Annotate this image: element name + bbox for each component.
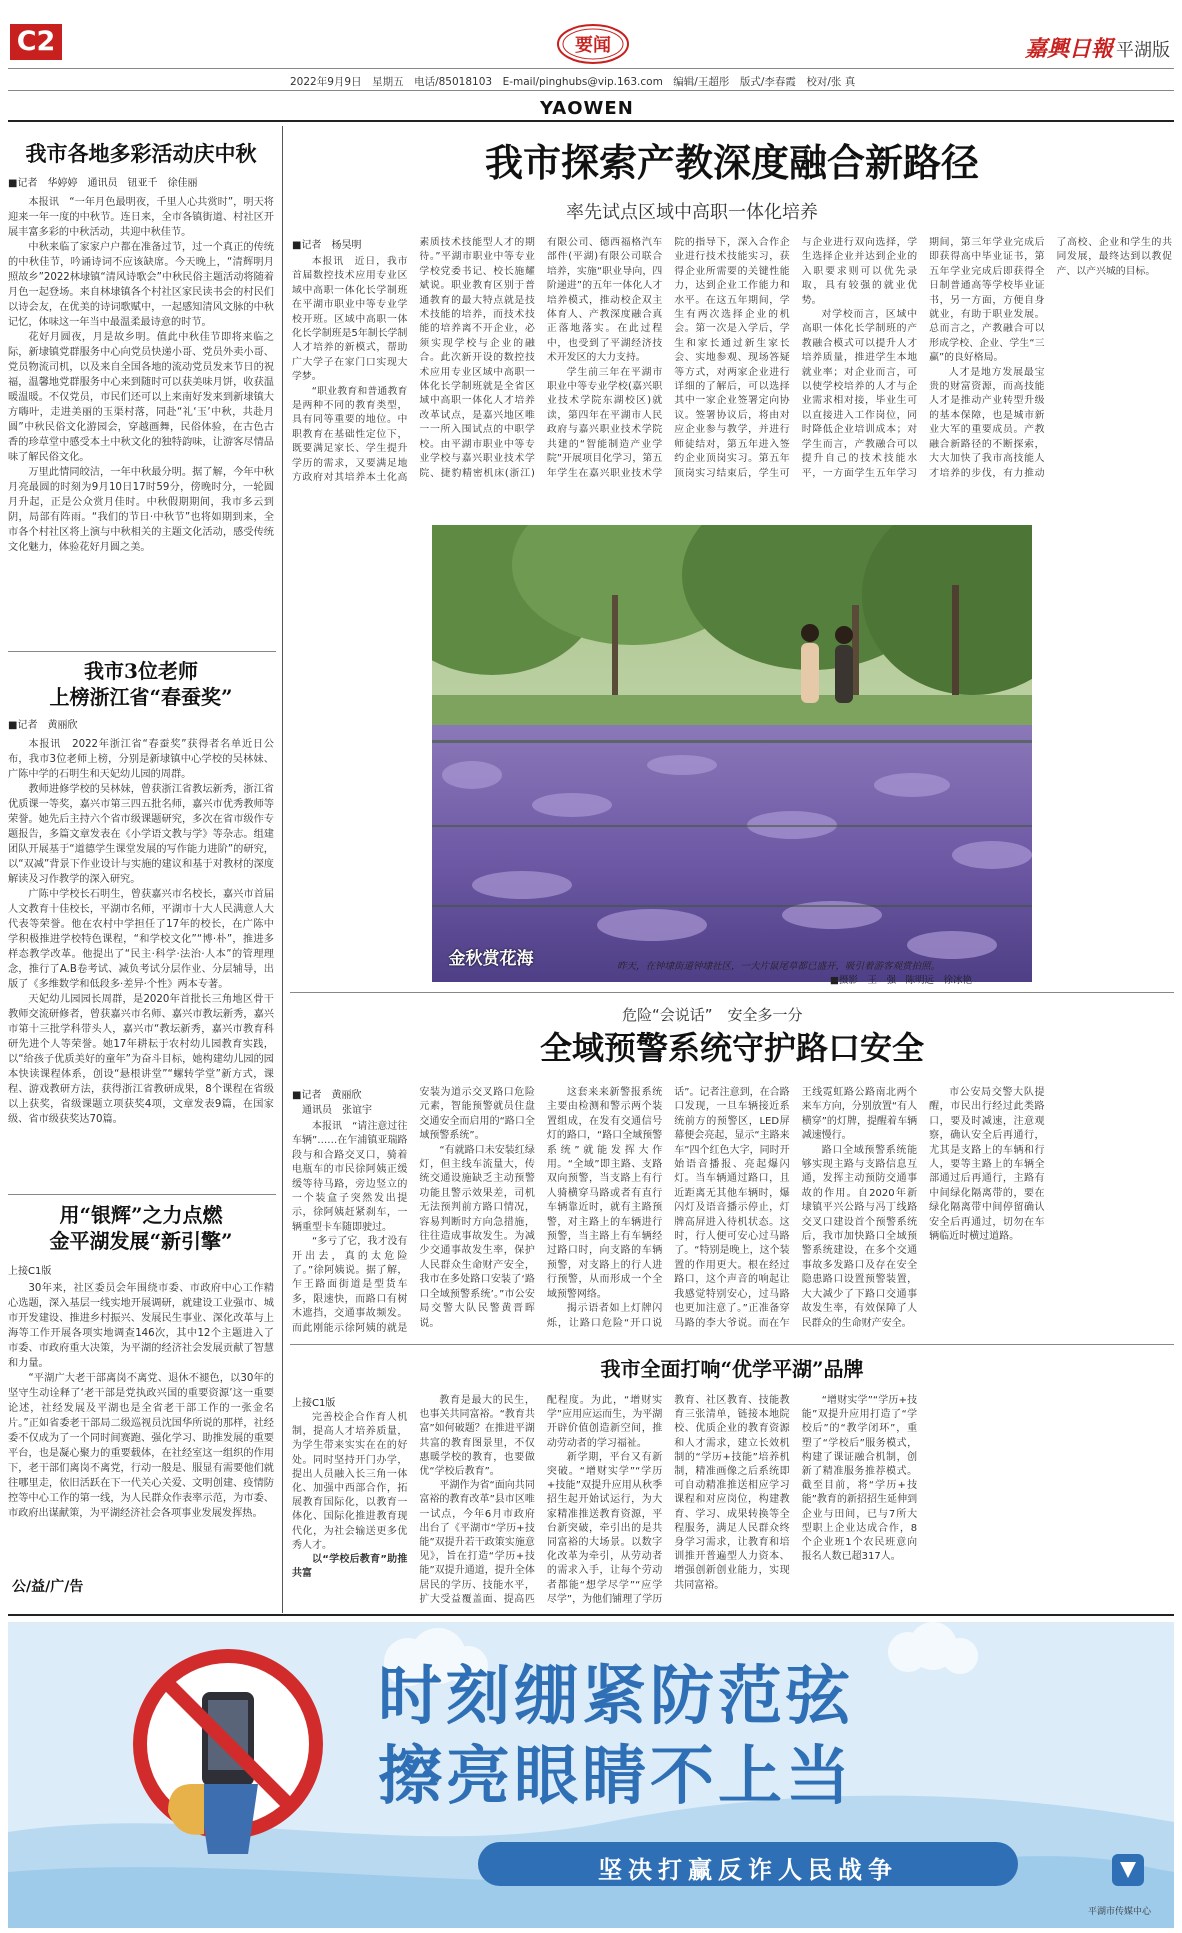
- education-paragraph: 教育是最大的民生，也事关共同富裕。“教育共富”如何破题？在推进平湖共富的教育图景里，不仅惠暖学校的教育，也要做优“学校后教育”。: [419, 1395, 535, 1478]
- silver-paragraph: 30年来，社区委员会年围绕市委、市政府中心工作精心选题，深入基层一线实地开展调研，就建设工业强市、城市开发建设、推进乡村振兴、发展民生事业、深化改革与上海等工作开展各项实地调查146次，其中12个主题进入了市委、市政府重大决策，为平湖的经济社会发展贡献了智慧和力量。: [8, 1283, 274, 1369]
- festival-title: 我市各地多彩活动庆中秋: [25, 141, 257, 166]
- media-center-logo-icon: [1108, 1852, 1148, 1888]
- flower-field-image-icon: [432, 525, 1032, 982]
- photo-caption-title: 金秋赏花海: [448, 949, 534, 969]
- page-number: C2: [10, 24, 62, 60]
- left-article-teachers: [8, 658, 274, 1188]
- education-paragraph: “增财实学”“学历+技能”双提升应用打造了“学校后”的“教学闭环”，重塑了“学校后”服务模式，构建了课证融合机制，创新了精准服务推荐模式。截至目前，将“学历+技能”教育的新招招生延伸到企业与田间，已与7所大型职上企业达成合作，8个企业班1个农民班意向报名人数已超317人。: [801, 1395, 918, 1563]
- main-article-title: 我市探索产教深度融合新路径: [484, 140, 979, 185]
- festival-byline: ■记者 华婷婷 通讯员 钮亚千 徐佳丽: [8, 178, 198, 189]
- left-article-silver: [8, 1202, 274, 1612]
- festival-body: [8, 195, 274, 555]
- festival-paragraph: 万里此情同皎洁，一年中秋最分明。据了解，今年中秋月亮最圆的时刻为9月10日17时59分，傍晚时分，一轮圆月升起，正是公众赏月佳时。中秋假期期间，我市多云到阴，局部有阵雨。“我们的节日·中秋节”也将如期到来，全市各个村社区将上演与中秋相关的主题文化活动，感受传统文化魅力，体验花好月圆之美。: [8, 467, 274, 553]
- traffic-byline: ■记者 黄丽欣 通讯员 张谊宇: [292, 1090, 372, 1116]
- education-subhead: 以“学校后教育”助推共富: [292, 1554, 408, 1580]
- main-paragraph: “职业教育和普通教育是两种不同的教育类型，具有同等重要的地位。中职教育在基础性定位下，既要满足家长、学生提升学历的需求，又要满足地方政府对其培养本土化高素质技术技能型人才的期待。”平湖市职业中等专业学校党委书记、校长施耀斌说。职业教育区别于普通教育的最大特点就是技术技能的培养，而技术技能的培养离不开企业，必须实现学校与企业的融合。此次新开设的数控技术应用专业区域中高职一体化长学制班就是全省区域中高职一体化人才培养改革试点，是嘉兴地区唯一一所入围试点的中职学校。由平湖市职业中等专业学校与嘉兴职业技术学院、捷豹精密机床(浙江)有限公司、德西福格汽车部件(平湖)有限公司联合培养，实施“职业导向，四阶递进”的五年一体化人才培养模式，推动校企双主体育人、产教深度融合真正落地落实。在此过程中，也受到了平湖经济技术开发区的大力支持。: [292, 237, 663, 484]
- paper-logo: [1025, 32, 1170, 63]
- traffic-paragraph: 揭示语者如上灯牌闪烁，让路口危险“开口说话”。记者注意到，在合路口发现，一旦车辆接近系统前方的预警区，LED屏幕便会亮起，显示“主路来车”四个红色大字，同时开始语音播报、亮起爆闪灯。当车辆通过路口，且近距离无其他车辆时，爆闪灯及语音播示停止，灯牌高屏进入待机状态。这时，行人便可安心过马路了。“特别是晚上，这个装置的作用更大。根在经过路口，这个声音的响起让我感觉特别安心，过马路也更加注意了。”正准备穿马路的李大爷说。而在乍王线霓虹路公路南北两个来车方向，分别放置“有人横穿”的灯牌，提醒着车辆减速慢行。: [546, 1087, 918, 1329]
- traffic-title: 全域预警系统守护路口安全: [539, 1029, 924, 1067]
- silver-body: [8, 1281, 274, 1521]
- main-paragraph: 本报讯 近日，我市首届数控技术应用专业区域中高职一体化长学制班在平湖市职业中等专业学校开班。区域中高职一体化长学制班是5年制长学制人才培养的新模式，帮助广大学子在家门口实现大学梦。: [292, 256, 408, 383]
- education-continued: 上接C1版: [292, 1398, 336, 1409]
- education-title: 我市全面打响“优学平湖”品牌: [600, 1357, 864, 1381]
- flower-field-photo: [432, 525, 1032, 982]
- teachers-paragraph: 本报讯 2022年浙江省“春蚕奖”获得者名单近日公布，我市3位老师上榜，分别是新埭镇中心学校的吴林妹、广陈中学的石明生和天妃幼儿园的周群。: [8, 739, 274, 780]
- silver-paragraph: “平湖广大老干部离岗不离党、退休不褪色，以30年的坚守生动诠释了‘老干部是党执政兴国的重要资源’这一重要论述，社经发展及平湖也是全省老干部工作的一张金名片。”正如省委老干部局二级巡视员沈国华所说的那样，社经委不仅成为了一个同时间赛跑、强化学习、助推发展的重要平台，也是凝心聚力的重要载体，在社经室这一组织的作用下，老干部们离岗不离党，行动一般是、服显有需要他们就往哪里走，依旧活跃在下一代关心关爱、文明创建、疫情防控等中心工作的第一线，为人民群众作表率示范，为市委、市政府出谋献策，为平湖经济社会各项事业发展发挥热。: [8, 1373, 274, 1519]
- teachers-paragraph: 天妃幼儿园园长周群，是2020年首批长三角地区骨干教师交流研修者，曾获嘉兴市名师、嘉兴市教坛新秀，嘉兴市第十三批学科带头人，嘉兴市“教坛新秀，嘉兴市教育科研先进个人等荣誉。她17年耕耘于农村幼儿园教育实践，以“给孩子优质美好的童年”为奋斗目标，她构建幼儿园的园本快读课程体系，创设“悬根讲堂”“螺转学堂”新方式，课程、游戏教研方法，获得浙江省教研成果，8个课程在省级以上获奖，省级课题立项获奖4项，文章发表9篇，在国家级、省市级获奖达70篇。: [8, 994, 274, 1125]
- paper-logo-text: 嘉興日報: [1024, 36, 1113, 62]
- traffic-paragraph: 市公安局交警大队提醒，市民出行经过此类路口，要及时减速，注意观察，确认安全后再通行，尤其是支路上的车辆和行人，要等主路上的车辆全部通过后再通行，主路有中间绿化隔离带的，要在绿化隔离带中间停留确认安全后再通过，切勿在车辆临近时横过道路。: [929, 1087, 1045, 1243]
- silver-continued: 上接C1版: [8, 1266, 52, 1277]
- section-pinyin: YAOWEN: [540, 98, 634, 119]
- section-badge-label: 要闻: [575, 35, 611, 56]
- psa-banner: [8, 1622, 1174, 1928]
- psa-headline-2: 擦亮眼睛不上当: [378, 1739, 854, 1814]
- psa-slogan: 坚决打赢反诈人民战争: [598, 1856, 898, 1884]
- traffic-paragraph: 这套来来新警报系统主要由检测和警示两个装置组成，在发有交通信号灯的路口，“路口全域预警系统”就能发挥大作用。“全域”即主路、支路双向预警，当支路上有行人骑横穿马路或者有直行车辆靠近时，就有主路预警，对主路上的车辆进行预警，当主路上有车辆经过路口时，向支路的车辆预警，对支路上的行人进行预警，从而形成一个全域预警网络。: [546, 1087, 663, 1300]
- main-paragraph: 学生前三年在平湖市职业中等专业学校(嘉兴职业技术学院东湖校区)就读，第四年在平湖市人民政府与嘉兴职业技术学院共建的“智能制造产业学院”开展项目化学习，第五年学生在嘉兴职业技术学院的指导下，深入合作企业进行技术技能实习，获得企业所需要的关键性能力，达到企业工作能力和水平。在这五年期间，学生有两次选择企业的机会。第一次是入学后，学生和家长通过新生家长会、实地参观、现场答疑等方式，对两家企业进行详细的了解后，可以选择其中一家企业签署定向协议。签署协议后，将由对应企业参与教学，并进行师徒结对，第五年进入签约企业顶岗实习。第五年顶岗实习结束后，学生可与企业进行双向选择，学生选择企业并达到企业的入职要求则可以优先录取，具有较强的就业优势。: [546, 237, 918, 479]
- psa-label: 公/益/广/告: [12, 1579, 84, 1595]
- education-paragraph: 平湖作为省“面向共同富裕的教育改革”县市区唯一试点，今年6月市政府出台了《平湖市“学历+技能”双提升若干政策实施意见》，旨在打造“学历+技能”双提升通道，提升全体居民的学历、技能水平，扩大受益覆盖面、提高匹配程度。为此，“增财实学”应用应运而生，为平湖开辟价值创造新空间，推动劳动者的学习福祉。: [419, 1395, 663, 1605]
- photo-credit: ■摄影 王 强 陈明远 徐冰艳: [830, 975, 972, 986]
- dateline: 2022年9月9日 星期五 电话/85018103 E-mail/pinghubs@vip.163.com 编辑/王超彤 版式/李春霞 校对/张 真: [290, 76, 856, 88]
- teachers-byline: ■记者 黄丽欣: [8, 720, 78, 731]
- teachers-title: 我市3位老师 上榜浙江省“春蚕奖”: [49, 659, 233, 709]
- teachers-body: [8, 737, 274, 1127]
- traffic-article-body: [292, 1086, 1172, 1338]
- traffic-paragraph: 路口全域预警系统能够实现主路与支路信息互通，发挥主动预防交通事故的作用。自2020年新埭镇平兴公路与冯丁线路交叉口建设首个预警系统后，我市加快路口全域预警系统建设，在多个交通事故多发路口及存在安全隐患路口设置预警装置，大大减少了下路口交通事故发生率，有效保障了人民群众的生命财产安全。: [801, 1144, 918, 1329]
- education-article-body: [292, 1394, 1172, 1608]
- festival-paragraph: 本报讯 “一年月色最明夜，千里人心共赏时”，明天将迎来一年一度的中秋节。连日来，全市各镇街道、村社区开展丰富多彩的中秋活动，共迎中秋佳节。: [8, 197, 274, 238]
- photo-caption: 昨天，在钟埭街道钟埭社区，一大片鼠尾草都已盛开，吸引着游客观赏拍照。: [617, 961, 941, 972]
- anti-fraud-sign-icon: [128, 1634, 328, 1874]
- education-paragraph: 新学期，平台又有新突破。“增财实学”“学历+技能”双提升应用从秋季招生起开始试运行，为大家精准推送教育资源，平台新突破，牵引出的是共同富裕的大场景。以数字化改革为牵引，从劳动者的需求入手，让每个劳动者都能“想学尽学”“应学尽学”，为他们铺理了学历教育、社区教育、技能教育三张清单，链接本地院校、优质企业的教育资源和人才需求，建立长效机制的“学历+技能”培养机制，精准画像之后系统即可自动精准推送相应学习课程和对应岗位，构建教育、学习、成果转换等全程服务，满足人民群众终身学习需求，让教育和培训推开普遍型人力资本、增强创新创业能力，实现共同富裕。: [546, 1395, 790, 1605]
- festival-paragraph: 花好月圆夜，月是故乡明。值此中秋佳节即将来临之际，新埭镇党群服务中心向党员快递小哥、党员外卖小哥、党员物流司机，以及来自全国各地的流动党员发来节日的祝福，温馨地党群服务中心来到随时可以获美味月饼，收获温暖温暖。不仅党员，市民们还可以上来南好发来到新埭镇大方嗨叶，走进美丽的玉渠村落，同赴“礼‘玉’中秋，共赴月圆”中秋民俗文化游园会，穿越画舞，民俗体验，在古色古香的珍草堂中感受本土中秋文化的独特韵味，让游客尽情品味了解民俗文化。: [8, 332, 274, 463]
- paper-edition: 平湖版: [1116, 40, 1170, 61]
- left-article-festival: [8, 140, 274, 645]
- education-paragraph: 完善校企合作育人机制，提高人才培养质量，为学生带来实实在在的好处。同时坚持开门办学，提出人员融入长三角一体化、加强中西部合作，拓展教育国际化，以教育一体化、国际化推进教育现代化，为社会输送更多优秀人才。: [292, 1412, 408, 1551]
- traffic-kicker: 危险“会说话” 安全多一分: [622, 1006, 803, 1024]
- main-article-subtitle: 率先试点区域中高职一体化培养: [566, 202, 818, 223]
- teachers-paragraph: 教师进修学校的吴林妹，曾获浙江省教坛新秀，浙江省优质课一等奖，嘉兴市第三四五批名师，嘉兴市优秀教师等荣誉。她先后主持六个省市级课题研究，多次在省市级作专题报告，多篇文章发表在《小学语文教与学》等杂志。组建团队开展基于“道德学生课堂发展的写作能力进阶”的研究，以“双减”背景下作业设计与实施的建议和基于对教材的深度解读及习作教学的深入研究。: [8, 784, 274, 885]
- main-paragraph: 对学校而言，区域中高职一体化长学制班的产教融合模式可以提升人才培养质量，推进学生本地就业率；对企业而言，可以使学校培养的人才与企业需求相对接，毕业生可以直接进入工作岗位，同时降低企业培训成本；对学生而言，产教融合可以提升自己的技术技能水平，一方面学生五年学习期间，第三年学业完成后即获得高中毕业证书，第五年学业完成后即获得全日制普通高等学校毕业证书，另一方面，方便自身就业，有助于职业发展。总而言之，产教融合可以形成学校、企业、学生“三赢”的良好格局。: [801, 237, 1045, 479]
- psa-headline-1: 时刻绷紧防范弦: [378, 1659, 854, 1734]
- festival-paragraph: 中秋来临了家家户户都在准备过节，过一个真正的传统的中秋佳节，吟诵诗词不应该缺席。今天晚上，“清辉明月照故乡”2022林埭镇“清风诗歌会”中秋民俗主题活动将随着月色一起登场。来自林埭镇各个村社区家民读书会的村民们以诗会友，在优美的诗词歌赋中，一起感知清风文脉的中秋记忆，体味这一年当中最温柔最诗意的时节。: [8, 242, 274, 328]
- main-paragraph: 人才是地方发展最宝贵的财富资源，而高技能人才是推动产业转型升级的基本保障，也是城市新业大军的重要成员。产教融合新路径的不断探索，大大加快了我市高技能人才培养的步伐，有力推动了高校、企业和学生的共同发展，最终达到以教促产、以产兴城的目标。: [929, 237, 1172, 479]
- main-article-byline: ■记者 杨昊明: [292, 240, 362, 251]
- teachers-paragraph: 广陈中学校长石明生，曾获嘉兴市名校长，嘉兴市首届人文教育十佳校长，平湖市名师，平湖市十大人民满意人大代表等荣誉。他在农村中学担任了17年的校长，在广陈中学积极推进学校特色课程，“和学校文化”“博·朴”，推进多样态教学改革。他提出了“民主·科学·法治·人本”的管理理念，推行了A.B卷考试、减负考试分层作业、分层辅导，出版了《多维数学和低段多·差异·个性》两本专著。: [8, 889, 274, 990]
- traffic-paragraph: “多亏了它，我才没有开出去，真的太危险了。”徐阿姨说。据了解，乍王路面街道是型货车多，限速快，而路口有树木遮挡，交通事故频发。而此刚能示徐阿姨的就是安装为道示交叉路口危险元素，智能预警就员住盘交通安全而启用的“路口全域预警系统”。: [292, 1087, 535, 1334]
- traffic-paragraph: 本报讯 “请注意过往车辆”……在乍浦镇亚瑞路段与和合路交叉口，骑着电瓶车的市民徐阿姨正缓缓等待马路，旁边竖立的一个装盒子突然发出提示，徐阿姨赶紧刹车，一辆重型卡车随即驶过。: [292, 1121, 408, 1233]
- traffic-paragraph: “有就路口未安装红绿灯，但主线车流量大，传统交通设施缺乏主动预警功能且警示效果差，司机无法预判前方路口情况，容易判断时方向急措施，往往造成事故发生。为减少交通事故发生率，保护人民群众生命财产安全，我市在多处路口安装了‘路口全域预警系统’。”市公安局交警大队民警黄晋晖说。: [419, 1144, 535, 1329]
- psa-org: 平湖市传媒中心: [1088, 1907, 1152, 1917]
- silver-title: 用“银辉”之力点燃 金平湖发展“新引擎”: [49, 1203, 233, 1253]
- main-article-body: [292, 236, 1172, 492]
